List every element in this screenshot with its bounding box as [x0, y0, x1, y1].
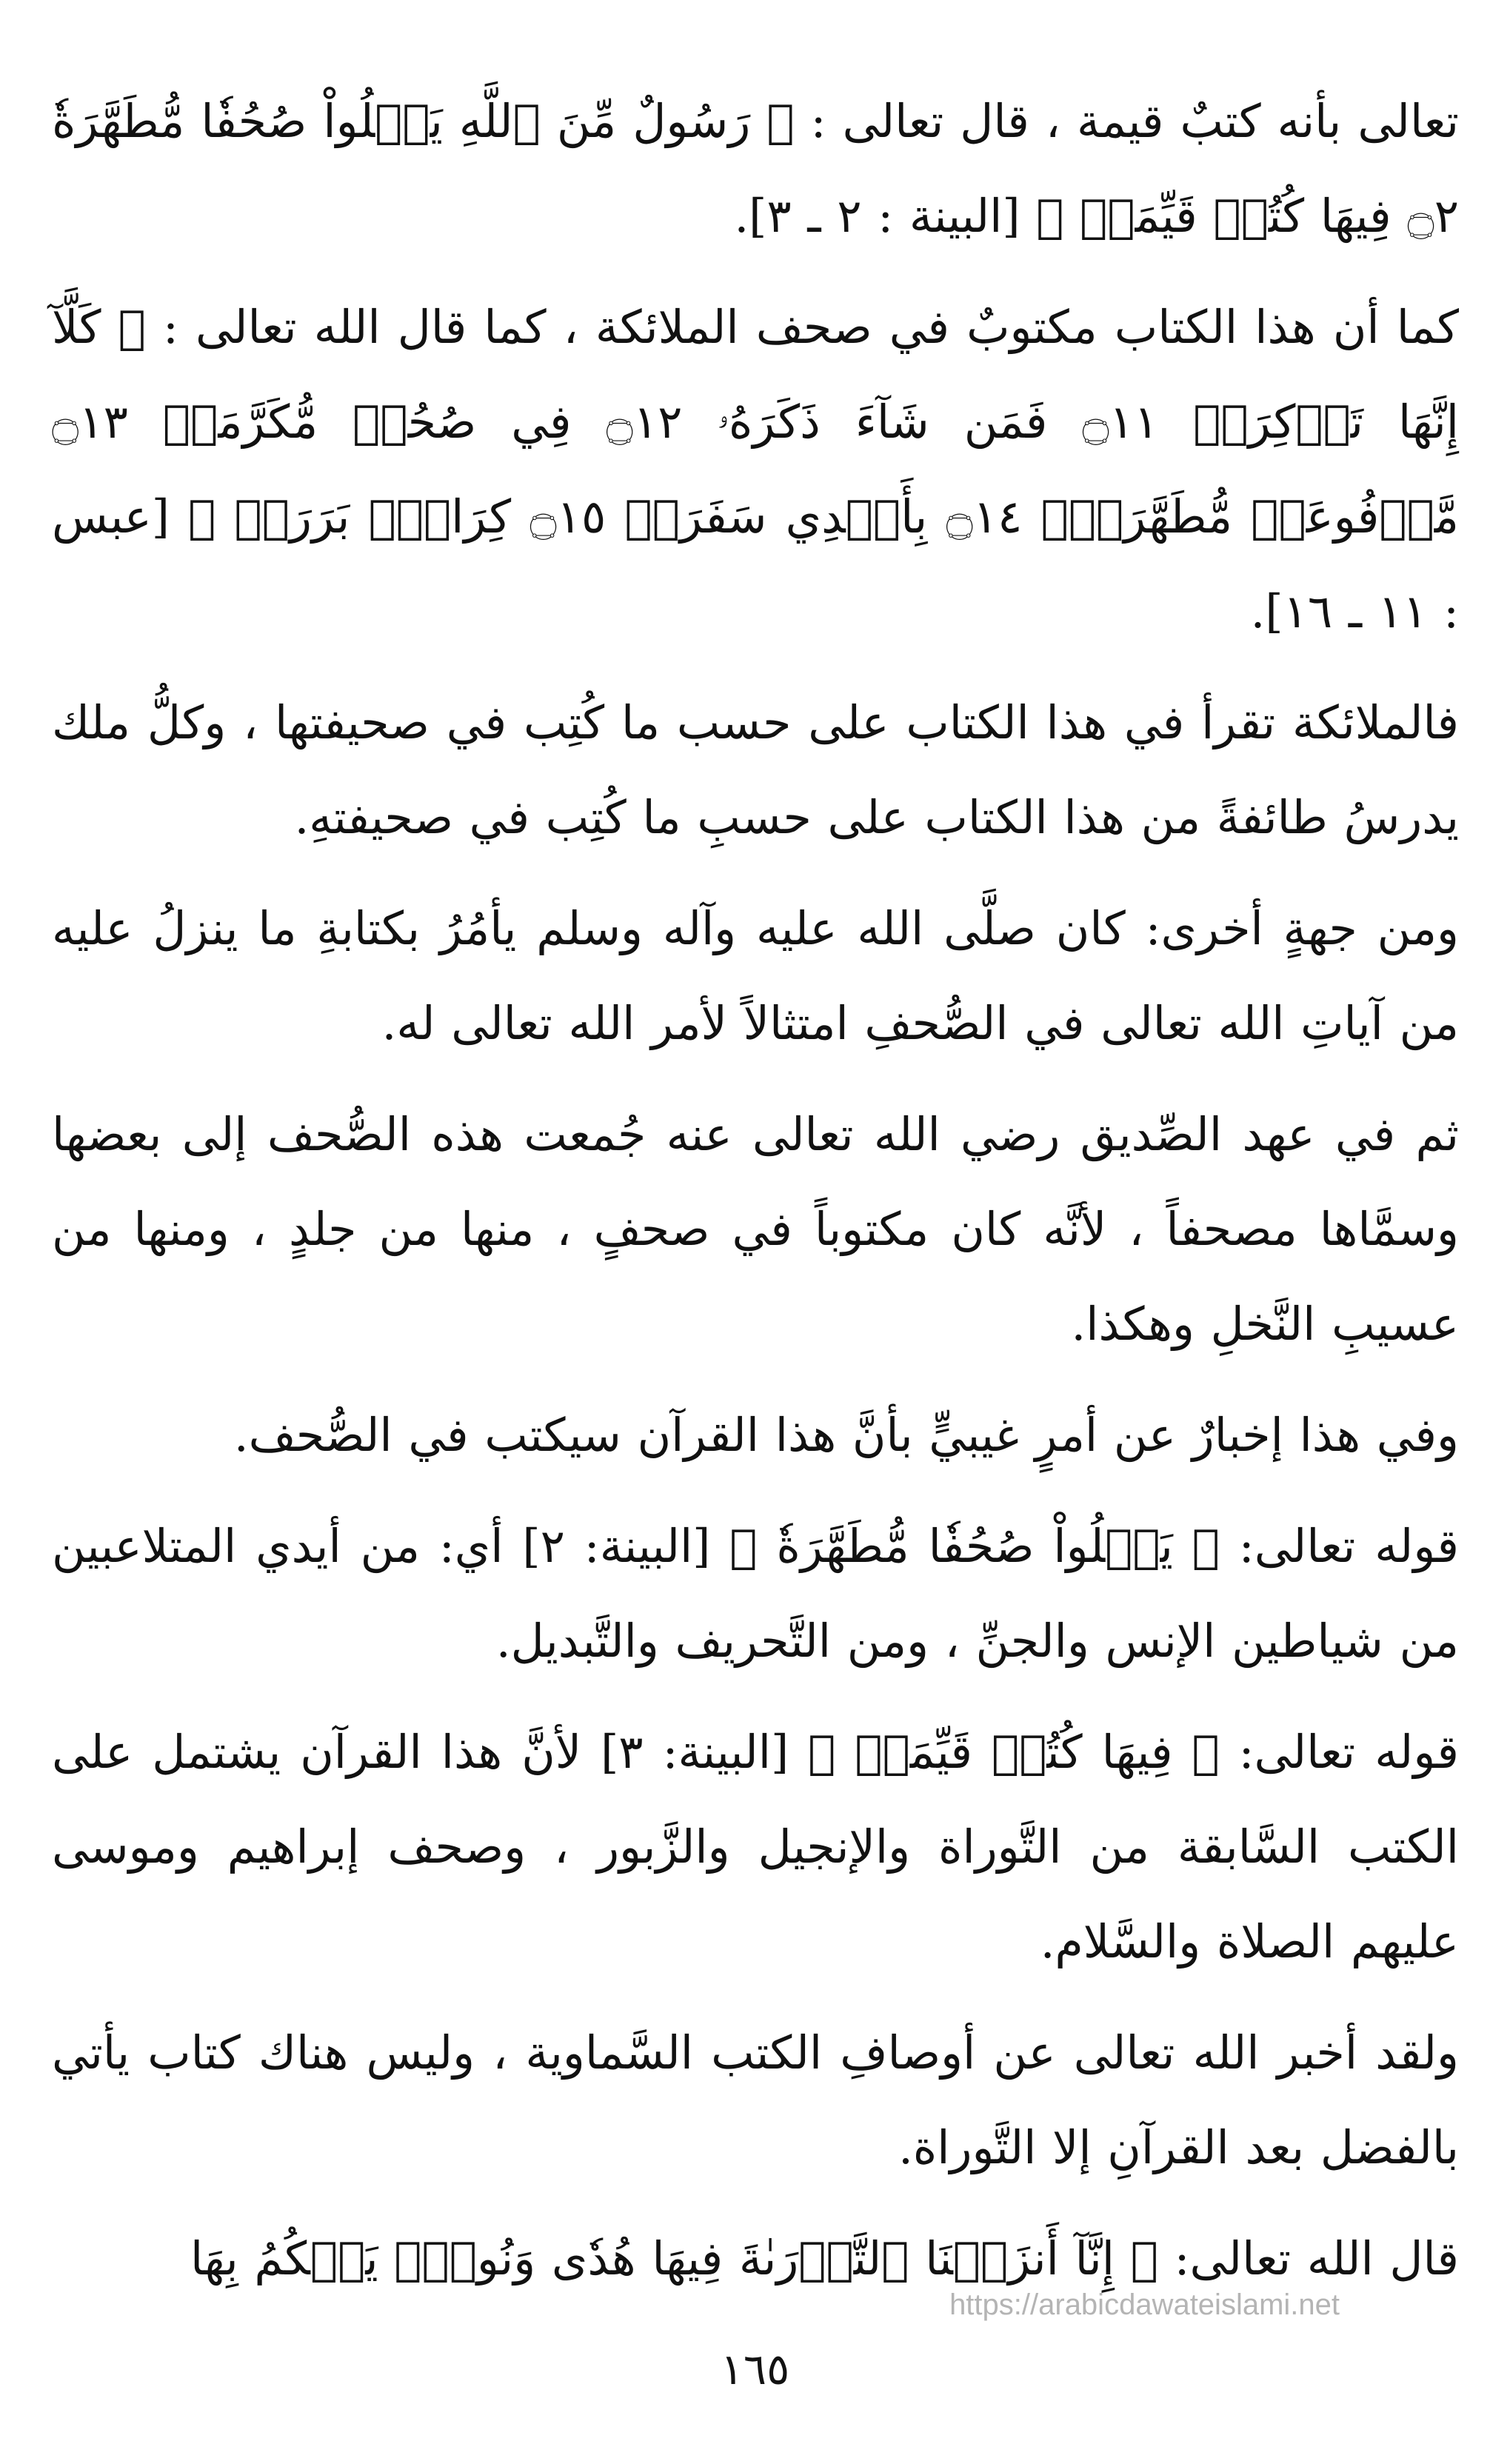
paragraph-6: وفي هذا إخبارٌ عن أمرٍ غيبيٍّ بأنَّ هذا القرآن سيكتب في الصُّحف.: [233, 1408, 1459, 1462]
paragraph-9: ولقد أخبر الله تعالى عن أوصافِ الكتب السَّماوية ، وليس هناك كتاب يأتي بالفضل بعد القرآنِ إلا التَّوراة.: [52, 2026, 1459, 2174]
paragraph-10: قال الله تعالى: ﴿ إِنَّآ أَنزَلۡنَا ٱلتَّوۡرَىٰةَ فِيهَا هُدٗى وَنُورٞۚ يَحۡكُمُ بِهَا: [190, 2231, 1459, 2286]
paragraph-3: فالملائكة تقرأ في هذا الكتاب على حسب ما كُتِب في صحيفتها ، وكلُّ ملك يدرسُ طائفةً من هذا الكتاب على حسبِ ما كُتِب في صحيفتهِ.: [52, 695, 1459, 844]
paragraph-5: ثم في عهد الصِّديق رضي الله تعالى عنه جُمعت هذه الصُّحف إلى بعضها وسمَّاها مصحفاً ، لأنَّه كان مكتوباً في صحفٍ ، منها من جلدٍ ، ومنها من عسيبِ النَّخلِ وهكذا.: [52, 1107, 1459, 1351]
page-number: ١٦٥: [720, 2344, 790, 2394]
paragraph-4: ومن جهةٍ أخرى: كان صلَّى الله عليه وآله وسلم يأمُرُ بكتابةِ ما ينزلُ عليه من آياتِ الله تعالى في الصُّحفِ امتثالاً لأمر الله تعالى له.: [52, 901, 1459, 1050]
paragraph-8: قوله تعالى: ﴿ فِيهَا كُتُبٞ قَيِّمَةٞ ﴾ [البينة: ٣] لأنَّ هذا القرآن يشتمل على الكتب السَّابقة من التَّوراة والإنجيل والزَّبور ، وصحف إبراهيم وموسى عليهم الصلاة والسَّلام.: [52, 1725, 1459, 1969]
paragraph-7: قوله تعالى: ﴿ يَتۡلُواْ صُحُفٗا مُّطَهَّرَةٗ ﴾ [البينة: ٢] أي: من أيدي المتلاعبين من شياطين الإنس والجنِّ ، ومن التَّحريف والتَّبديل.: [52, 1519, 1459, 1668]
watermark-url: https://arabicdawateislami.net: [949, 2288, 1340, 2321]
paragraph-1: تعالى بأنه كتبٌ قيمة ، قال تعالى : ﴿ رَسُولٌ مِّنَ ٱللَّهِ يَتۡلُواْ صُحُفٗا مُّطَهَّرَةٗ ۝٢ فِيهَا كُتُبٞ قَيِّمَةٞ ﴾ [البينة : ٢ ـ ٣].: [52, 94, 1459, 243]
paragraph-2: كما أن هذا الكتاب مكتوبٌ في صحف الملائكة ، كما قال الله تعالى : ﴿ كَلَّآ إِنَّهَا تَذۡكِرَةٞ ۝١١ فَمَن شَآءَ ذَكَرَهُۥ ۝١٢ فِي صُحُفٖ مُّكَرَّمَةٖ ۝١٣ مَّرۡفُوعَةٖ مُّطَهَّرَةِۭ ۝١٤ بِأَيۡدِي سَفَرَةٖ ۝١٥ كِرَامِۭ بَرَرَةٖ ﴾ [عبس : ١١ ـ ١٦].: [52, 300, 1459, 638]
book-page: [52, 74, 1459, 2385]
